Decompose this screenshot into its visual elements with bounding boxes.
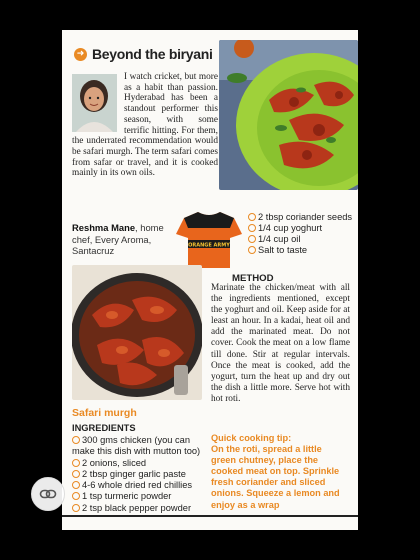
intro-paragraph bbox=[72, 72, 218, 179]
tip-heading: Quick cooking tip: bbox=[211, 433, 292, 443]
food-photo-top bbox=[219, 40, 358, 190]
team-jersey-image bbox=[174, 208, 244, 270]
arrow-right-icon: ➜ bbox=[74, 48, 87, 61]
ingredient-item: 1/4 cup yoghurt bbox=[248, 223, 352, 234]
tip-text: On the roti, spread a little green chutney, place the cooked meat on top. Sprinkle fresh coriander and sliced onions. Squeeze a lemon and enjoy as a wrap bbox=[211, 444, 340, 510]
ingredient-item: 1 tsp turmeric powder bbox=[72, 491, 210, 502]
intro-text: I watch cricket, but more as a habit than passion. Hyderabad has been a standout performer this season, with some terrific hitting. For them, the underrated recommendation would be safari murgh. The term safari comes from safar or travel, and it is cooked mainly in its own oils. bbox=[72, 72, 218, 179]
ingredient-item: Salt to taste bbox=[248, 245, 352, 256]
ingredient-item: 300 gms chicken (you can make this dish with mutton too) 2 onions, sliced bbox=[72, 435, 201, 468]
ingredient-item: 2 tsp black pepper powder bbox=[72, 503, 210, 514]
ingredients-heading: INGREDIENTS bbox=[72, 423, 136, 433]
method-heading: METHOD bbox=[232, 273, 274, 284]
magazine-page bbox=[62, 30, 358, 530]
headline bbox=[74, 46, 213, 62]
ingredient-item: 2 tbsp ginger garlic paste bbox=[72, 469, 210, 480]
ingredients-right bbox=[248, 212, 352, 256]
ingredient-item: 4-6 whole dried red chillies bbox=[72, 480, 210, 491]
method-text: Marinate the chicken/meat with all the ingredients mentioned, except the yoghurt and oil. Keep aside for at least an hour. In a kadai, heat oil and add the marinated meat. Do not cover. Cook the meat on a low flame till done. Stir at regular intervals. Once the meat is cooked, add the yogurt, turn the heat up and dry out the dish a little more. Serve hot with hot roti. bbox=[211, 283, 350, 404]
chef-credit bbox=[72, 222, 167, 257]
chef-name: Reshma Mane bbox=[72, 222, 136, 233]
chef-description: , home chef, Every Aroma, Santacruz bbox=[72, 222, 164, 256]
headline-text: Beyond the biryani bbox=[92, 46, 213, 62]
jersey-text: ORANGE ARMY bbox=[188, 242, 230, 249]
food-photo-bottom bbox=[72, 265, 202, 400]
recipe-title: Safari murgh bbox=[72, 407, 137, 419]
bottom-rule bbox=[62, 515, 358, 517]
cooking-tip bbox=[211, 433, 345, 511]
ingredient-item: 1/4 cup oil bbox=[248, 234, 352, 245]
ingredient-item: 2 tbsp coriander seeds bbox=[248, 212, 352, 223]
ingredients-left bbox=[72, 435, 210, 514]
link-icon[interactable] bbox=[31, 477, 65, 511]
